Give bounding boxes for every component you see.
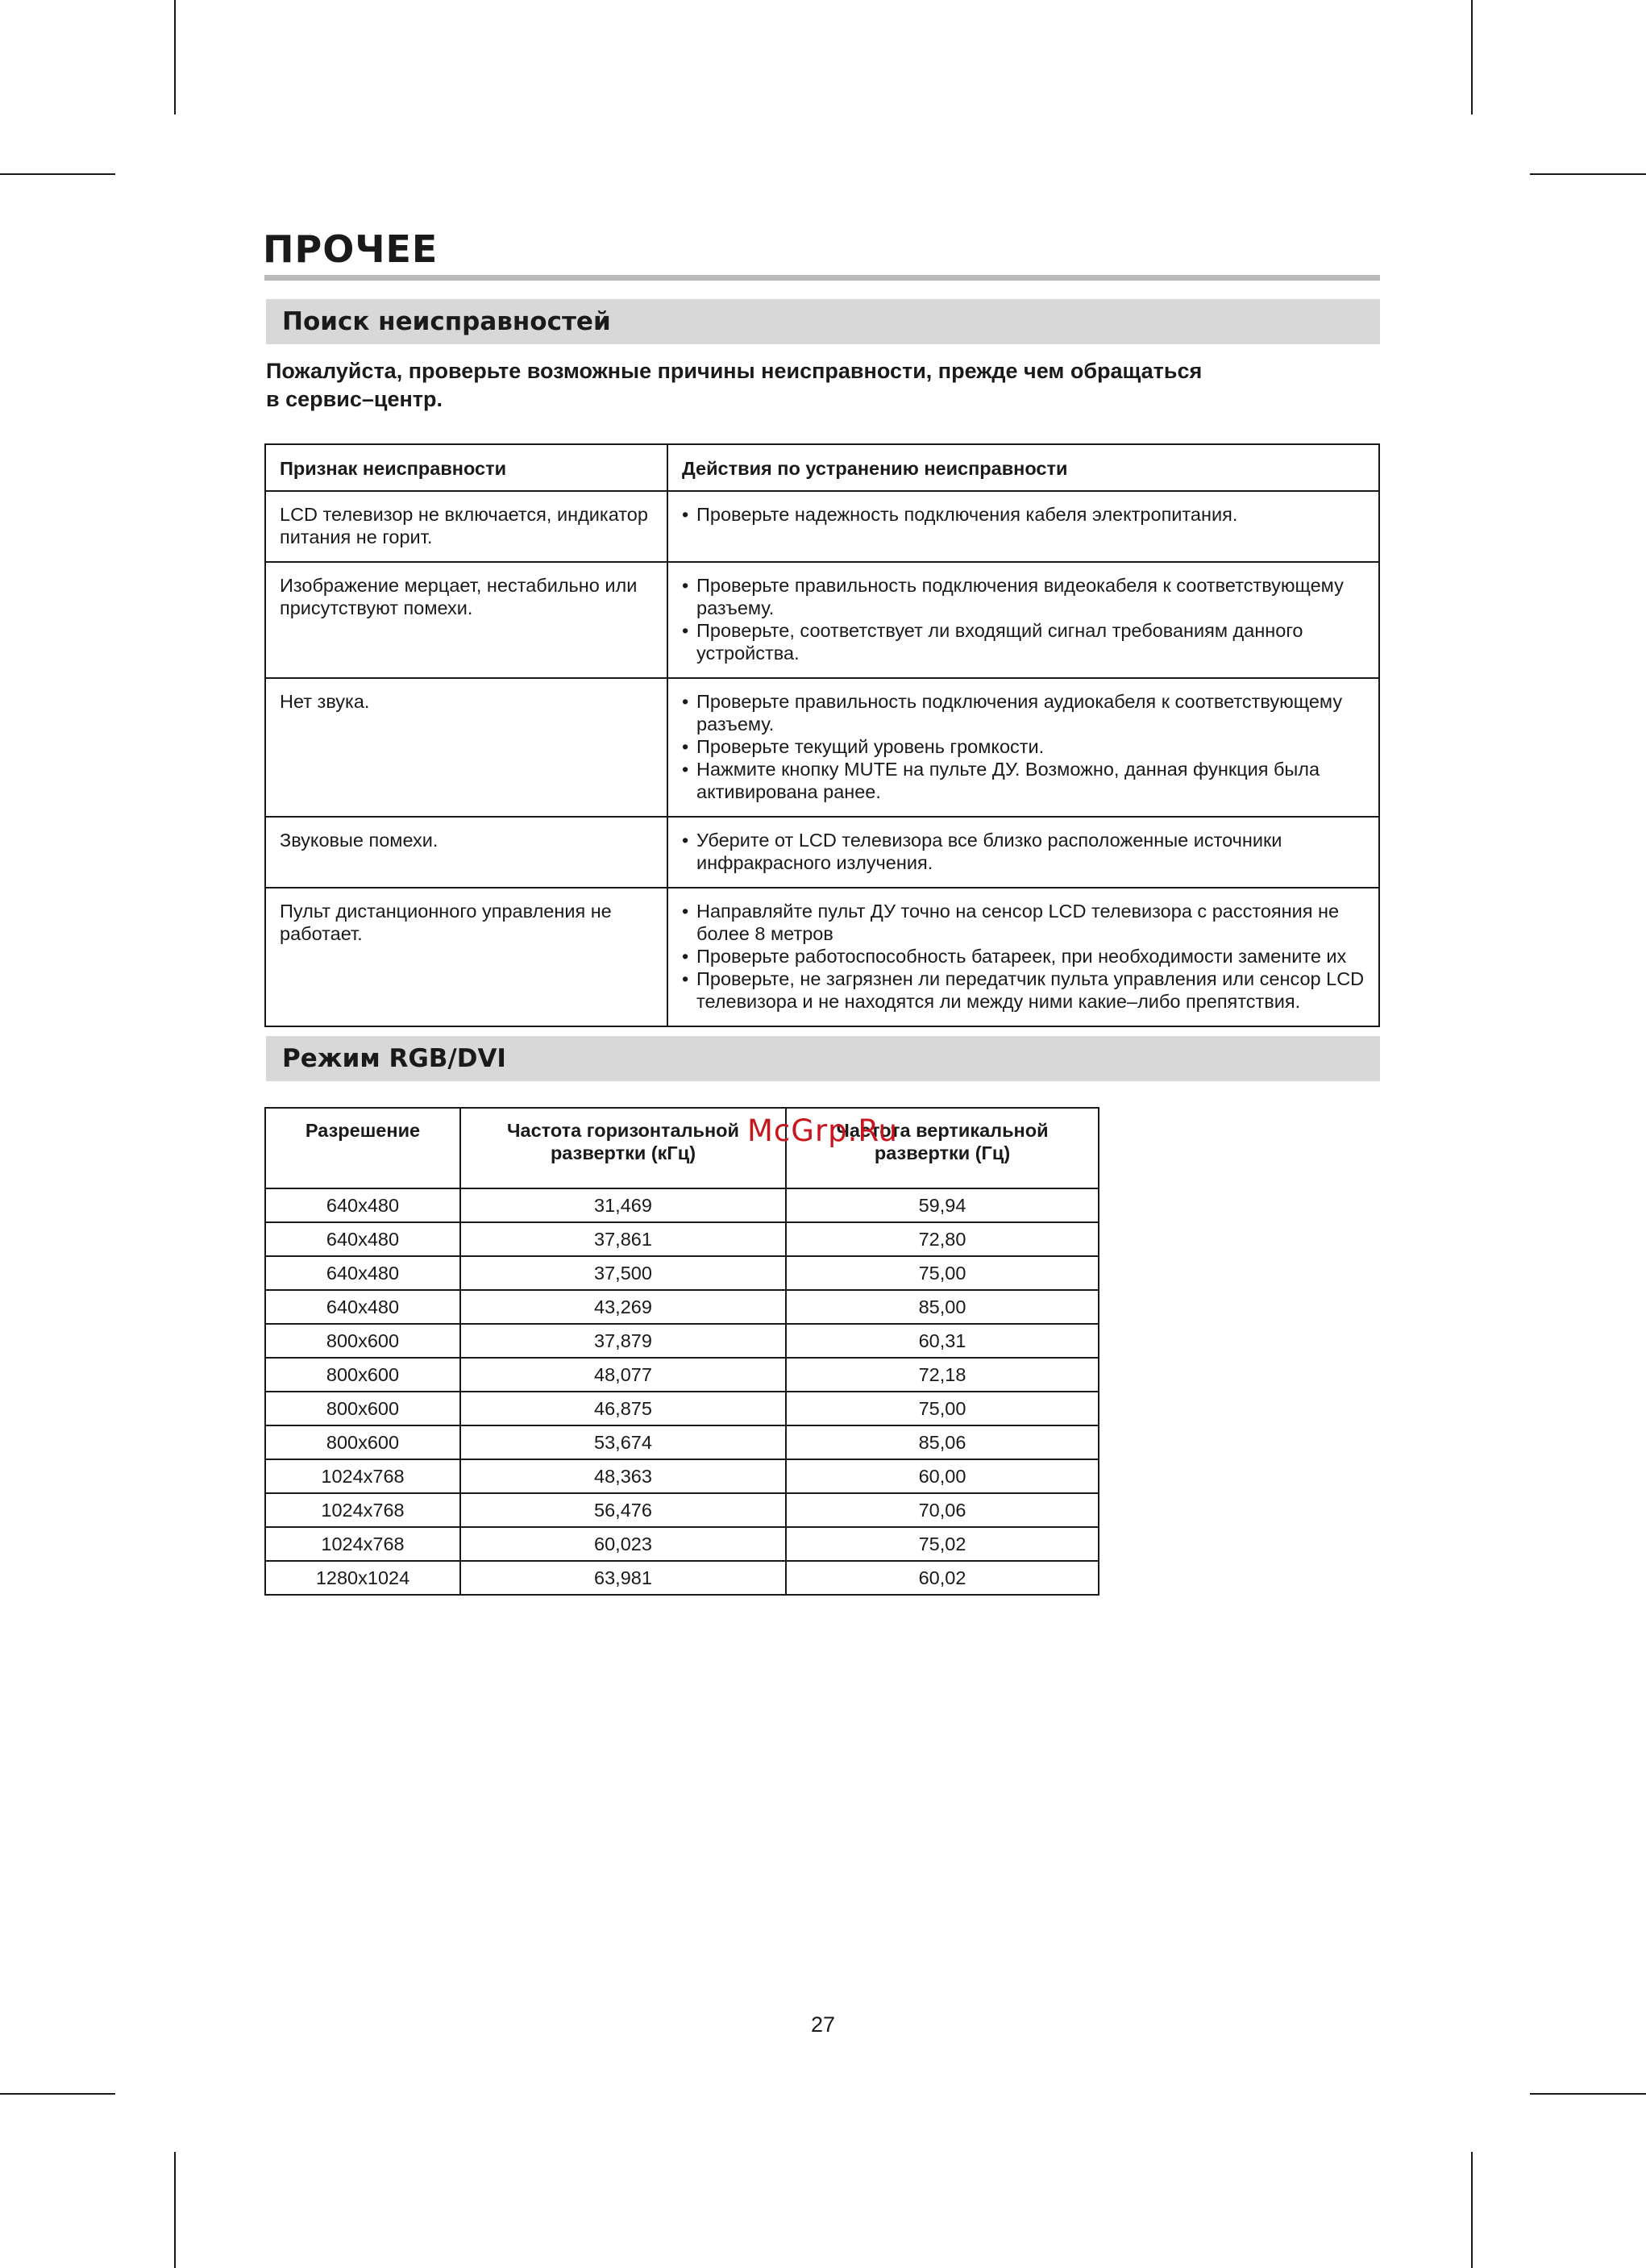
resolution-cell: 640x480	[265, 1256, 460, 1290]
page-title: ПРОЧЕЕ	[263, 227, 439, 271]
resolution-cell: 800x600	[265, 1392, 460, 1425]
rgb-dvi-table	[264, 1107, 1099, 1596]
horizontal-frequency-cell: 37,879	[460, 1324, 786, 1358]
crop-mark	[0, 2093, 115, 2095]
action-list	[682, 690, 1365, 803]
resolution-cell: 800x600	[265, 1425, 460, 1459]
action-list	[682, 503, 1365, 526]
list-item: • Нажмите кнопку MUTE на пульте ДУ. Возможно, данная функция была активирована ранее.	[682, 758, 1365, 803]
list-item: • Проверьте правильность подключения аудиокабеля к соответствующему разъему.	[682, 690, 1365, 735]
resolution-cell: 800x600	[265, 1324, 460, 1358]
column-header-resolution: Разрешение	[265, 1108, 460, 1188]
vertical-frequency-cell: 72,18	[786, 1358, 1099, 1392]
crop-mark	[1530, 173, 1646, 175]
horizontal-frequency-cell: 48,077	[460, 1358, 786, 1392]
table-row	[265, 1425, 1099, 1459]
horizontal-frequency-cell: 46,875	[460, 1392, 786, 1425]
table-row	[265, 1256, 1099, 1290]
table-row	[265, 1222, 1099, 1256]
list-item: • Проверьте работоспособность батареек, при необходимости замените их	[682, 945, 1365, 968]
table-row	[265, 1459, 1099, 1493]
list-item: • Направляйте пульт ДУ точно на сенсор LCD телевизора с расстояния не более 8 метров	[682, 900, 1365, 945]
intro-line: Пожалуйста, проверьте возможные причины неисправности, прежде чем обращаться	[266, 359, 1203, 383]
vertical-frequency-cell: 60,00	[786, 1459, 1099, 1493]
page-number: 27	[810, 2012, 836, 2037]
table-row	[265, 1527, 1099, 1561]
list-item: • Проверьте надежность подключения кабеля электропитания.	[682, 503, 1365, 526]
symptom-cell: Пульт дистанционного управления не работает.	[265, 888, 667, 1026]
vertical-frequency-cell: 75,00	[786, 1392, 1099, 1425]
table-row	[265, 1290, 1099, 1324]
table-header-row	[265, 444, 1379, 491]
table-row	[265, 888, 1379, 1026]
horizontal-frequency-cell: 56,476	[460, 1493, 786, 1527]
table-row	[265, 491, 1379, 562]
troubleshooting-table-body	[265, 491, 1379, 1026]
column-header-action: Действия по устранению неисправности	[667, 444, 1379, 491]
table-row	[265, 1188, 1099, 1222]
resolution-cell: 640x480	[265, 1188, 460, 1222]
crop-mark	[174, 0, 176, 114]
crop-mark	[1530, 2093, 1646, 2095]
action-list	[682, 574, 1365, 664]
horizontal-frequency-cell: 43,269	[460, 1290, 786, 1324]
rgb-dvi-table-body	[265, 1188, 1099, 1595]
column-header-vertical-frequency: Частота вертикальной развертки (Гц)	[786, 1108, 1099, 1188]
vertical-frequency-cell: 75,02	[786, 1527, 1099, 1561]
vertical-frequency-cell: 85,00	[786, 1290, 1099, 1324]
resolution-cell: 640x480	[265, 1222, 460, 1256]
vertical-frequency-cell: 75,00	[786, 1256, 1099, 1290]
intro-line: в сервис–центр.	[266, 387, 443, 411]
crop-mark	[1471, 0, 1473, 114]
crop-mark	[1471, 2152, 1473, 2268]
section-heading-text: Режим RGB/DVI	[282, 1044, 506, 1073]
list-item: • Проверьте правильность подключения видеокабеля к соответствующему разъему.	[682, 574, 1365, 619]
vertical-frequency-cell: 85,06	[786, 1425, 1099, 1459]
list-item: • Уберите от LCD телевизора все близко расположенные источники инфракрасного излучения.	[682, 829, 1365, 874]
section-heading-rgb-dvi	[266, 1036, 1380, 1081]
column-header-symptom: Признак неисправности	[265, 444, 667, 491]
troubleshooting-table	[264, 443, 1380, 1027]
action-cell	[667, 491, 1379, 562]
vertical-frequency-cell: 59,94	[786, 1188, 1099, 1222]
crop-mark	[174, 2152, 176, 2268]
resolution-cell: 1024x768	[265, 1459, 460, 1493]
list-item: • Проверьте, не загрязнен ли передатчик пульта управления или сенсор LCD телевизора и не находятся ли между ними какие–либо препятствия.	[682, 968, 1365, 1013]
vertical-frequency-cell: 60,02	[786, 1561, 1099, 1595]
title-rule	[264, 275, 1380, 281]
list-item: • Проверьте текущий уровень громкости.	[682, 735, 1365, 758]
resolution-cell: 800x600	[265, 1358, 460, 1392]
horizontal-frequency-cell: 53,674	[460, 1425, 786, 1459]
symptom-cell: Нет звука.	[265, 678, 667, 817]
symptom-cell: Изображение мерцает, нестабильно или присутствуют помехи.	[265, 562, 667, 678]
section-heading-text: Поиск неисправностей	[282, 307, 611, 336]
action-cell	[667, 817, 1379, 888]
resolution-cell: 640x480	[265, 1290, 460, 1324]
table-row	[265, 1561, 1099, 1595]
table-row	[265, 817, 1379, 888]
section-heading-troubleshooting	[266, 299, 1380, 344]
list-item: • Проверьте, соответствует ли входящий сигнал требованиям данного устройства.	[682, 619, 1365, 664]
horizontal-frequency-cell: 60,023	[460, 1527, 786, 1561]
resolution-cell: 1280x1024	[265, 1561, 460, 1595]
watermark: McGrp.Ru	[747, 1113, 898, 1148]
table-header-row	[265, 1108, 1099, 1188]
table-row	[265, 1324, 1099, 1358]
intro-text	[266, 357, 1378, 414]
table-row	[265, 562, 1379, 678]
horizontal-frequency-cell: 31,469	[460, 1188, 786, 1222]
action-list	[682, 900, 1365, 1013]
table-row	[265, 1493, 1099, 1527]
symptom-cell: Звуковые помехи.	[265, 817, 667, 888]
table-row	[265, 678, 1379, 817]
symptom-cell: LCD телевизор не включается, индикатор питания не горит.	[265, 491, 667, 562]
vertical-frequency-cell: 72,80	[786, 1222, 1099, 1256]
vertical-frequency-cell: 70,06	[786, 1493, 1099, 1527]
horizontal-frequency-cell: 37,861	[460, 1222, 786, 1256]
horizontal-frequency-cell: 37,500	[460, 1256, 786, 1290]
table-row	[265, 1358, 1099, 1392]
vertical-frequency-cell: 60,31	[786, 1324, 1099, 1358]
horizontal-frequency-cell: 48,363	[460, 1459, 786, 1493]
column-header-horizontal-frequency: Частота горизонтальной развертки (кГц)	[460, 1108, 786, 1188]
action-list	[682, 829, 1365, 874]
table-row	[265, 1392, 1099, 1425]
crop-mark	[0, 173, 115, 175]
resolution-cell: 1024x768	[265, 1493, 460, 1527]
action-cell	[667, 562, 1379, 678]
horizontal-frequency-cell: 63,981	[460, 1561, 786, 1595]
action-cell	[667, 888, 1379, 1026]
action-cell	[667, 678, 1379, 817]
resolution-cell: 1024x768	[265, 1527, 460, 1561]
